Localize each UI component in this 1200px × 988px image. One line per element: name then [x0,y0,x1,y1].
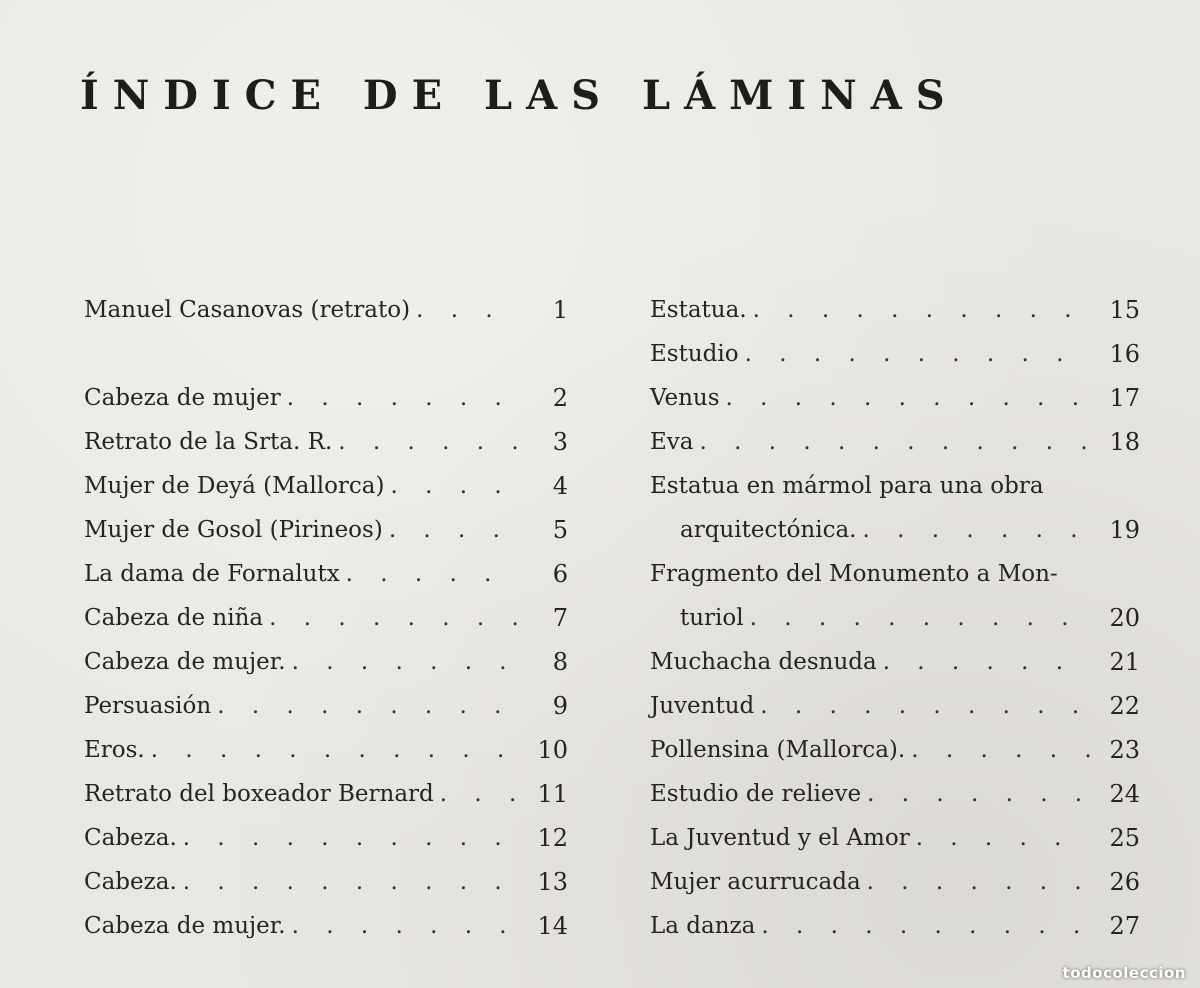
dot-leader [269,605,518,631]
dot-leader [863,517,1091,543]
index-column-right [650,288,1140,948]
index-entry [650,728,1140,772]
entry-number: 21 [1109,648,1140,676]
entry-label: Retrato del boxeador Bernard [84,781,434,807]
index-entry [84,772,568,816]
index-entry [650,332,1140,376]
entry-label: Eros. [84,737,145,763]
entry-label: Manuel Casanovas (retrato) [84,297,411,323]
entry-number: 2 [552,384,568,412]
entry-label: Estudio de relieve [650,781,862,807]
entry-label: La Juventud y el Amor [650,825,910,851]
dot-leader [183,869,518,895]
dot-leader [183,825,518,851]
dot-leader [287,385,518,411]
index-entry [84,420,568,464]
entry-label: Cabeza. [84,825,177,851]
dot-leader [750,605,1090,631]
entry-number: 13 [537,868,568,896]
entry-label: Mujer de Gosol (Pirineos) [84,517,383,543]
entry-label: Cabeza de mujer. [84,649,286,675]
entry-number: 11 [537,780,568,808]
dot-leader [390,473,518,499]
entry-number: 12 [537,824,568,852]
index-entry [650,376,1140,420]
entry-label: Venus [650,385,720,411]
index-entry [650,464,1140,508]
page-title: ÍNDICE DE LAS LÁMINAS [80,72,959,119]
dot-leader [389,517,518,543]
index-entry [84,596,568,640]
dot-leader [867,869,1090,895]
dot-leader [883,649,1090,675]
entry-label: Juventud [650,693,755,719]
index-entry [650,288,1140,332]
dot-leader [440,781,518,807]
entry-number: 8 [552,648,568,676]
entry-number: 3 [552,428,568,456]
dot-leader [151,737,518,763]
entry-label: turiol [680,605,744,631]
entry-label: Muchacha desnuda [650,649,877,675]
entry-label: Eva [650,429,694,455]
index-entry [650,904,1140,948]
entry-number: 6 [552,560,568,588]
index-entry [84,816,568,860]
entry-number: 17 [1109,384,1140,412]
index-entry [650,640,1140,684]
index-entry [650,860,1140,904]
entry-label: Fragmento del Monumento a Mon- [650,561,1058,587]
entry-label: Pollensina (Mallorca). [650,737,906,763]
dot-leader [745,341,1090,367]
index-entry [84,860,568,904]
index-entry [650,816,1140,860]
dot-leader [726,385,1090,411]
index-entry [84,552,568,596]
dot-leader [292,913,518,939]
index-entry [650,684,1140,728]
entry-number: 18 [1109,428,1140,456]
entry-label: La danza [650,913,756,939]
dot-leader [700,429,1091,455]
entry-number: 19 [1109,516,1140,544]
entry-number: 25 [1109,824,1140,852]
entry-number: 16 [1109,340,1140,368]
entry-number: 1 [552,296,568,324]
entry-label: arquitectónica. [680,517,857,543]
index-entry [84,376,568,420]
watermark-logo: todocoleccion [1062,964,1186,982]
entry-label: Cabeza de mujer. [84,913,286,939]
entry-number: 27 [1109,912,1140,940]
dot-leader [760,693,1090,719]
entry-number: 10 [537,736,568,764]
entry-label: Persuasión [84,693,212,719]
index-entry [650,508,1140,552]
dot-leader [761,913,1090,939]
entry-label: Cabeza de mujer [84,385,281,411]
entry-number: 7 [552,604,568,632]
entry-label: Cabeza. [84,869,177,895]
entry-number: 14 [537,912,568,940]
index-entry [84,728,568,772]
dot-leader [346,561,518,587]
index-entry [650,596,1140,640]
entry-label: La dama de Fornalutx [84,561,340,587]
entry-label: Retrato de la Srta. R. [84,429,333,455]
entry-number: 5 [552,516,568,544]
entry-number: 9 [552,692,568,720]
entry-label: Mujer de Deyá (Mallorca) [84,473,385,499]
entry-number: 20 [1109,604,1140,632]
dot-leader [416,297,518,323]
dot-leader [916,825,1090,851]
index-column-left [84,288,568,948]
dot-leader [867,781,1090,807]
entry-label: Estatua en mármol para una obra [650,473,1044,499]
index-entry [84,684,568,728]
index-entry [650,552,1140,596]
entry-number: 26 [1109,868,1140,896]
index-entry [84,464,568,508]
index-entry [650,772,1140,816]
index-entry [84,508,568,552]
entry-number: 15 [1109,296,1140,324]
dot-leader [338,429,518,455]
dot-leader [911,737,1090,763]
index-entry [84,640,568,684]
dot-leader [292,649,518,675]
entry-label: Mujer acurrucada [650,869,861,895]
index-entry [84,288,568,332]
entry-label: Estatua. [650,297,747,323]
entry-label: Estudio [650,341,739,367]
dot-leader [753,297,1090,323]
entry-number: 24 [1109,780,1140,808]
index-entry [84,904,568,948]
index-entry [650,420,1140,464]
entry-number: 4 [552,472,568,500]
entry-number: 22 [1109,692,1140,720]
entry-label: Cabeza de niña [84,605,264,631]
entry-number: 23 [1109,736,1140,764]
dot-leader [217,693,518,719]
